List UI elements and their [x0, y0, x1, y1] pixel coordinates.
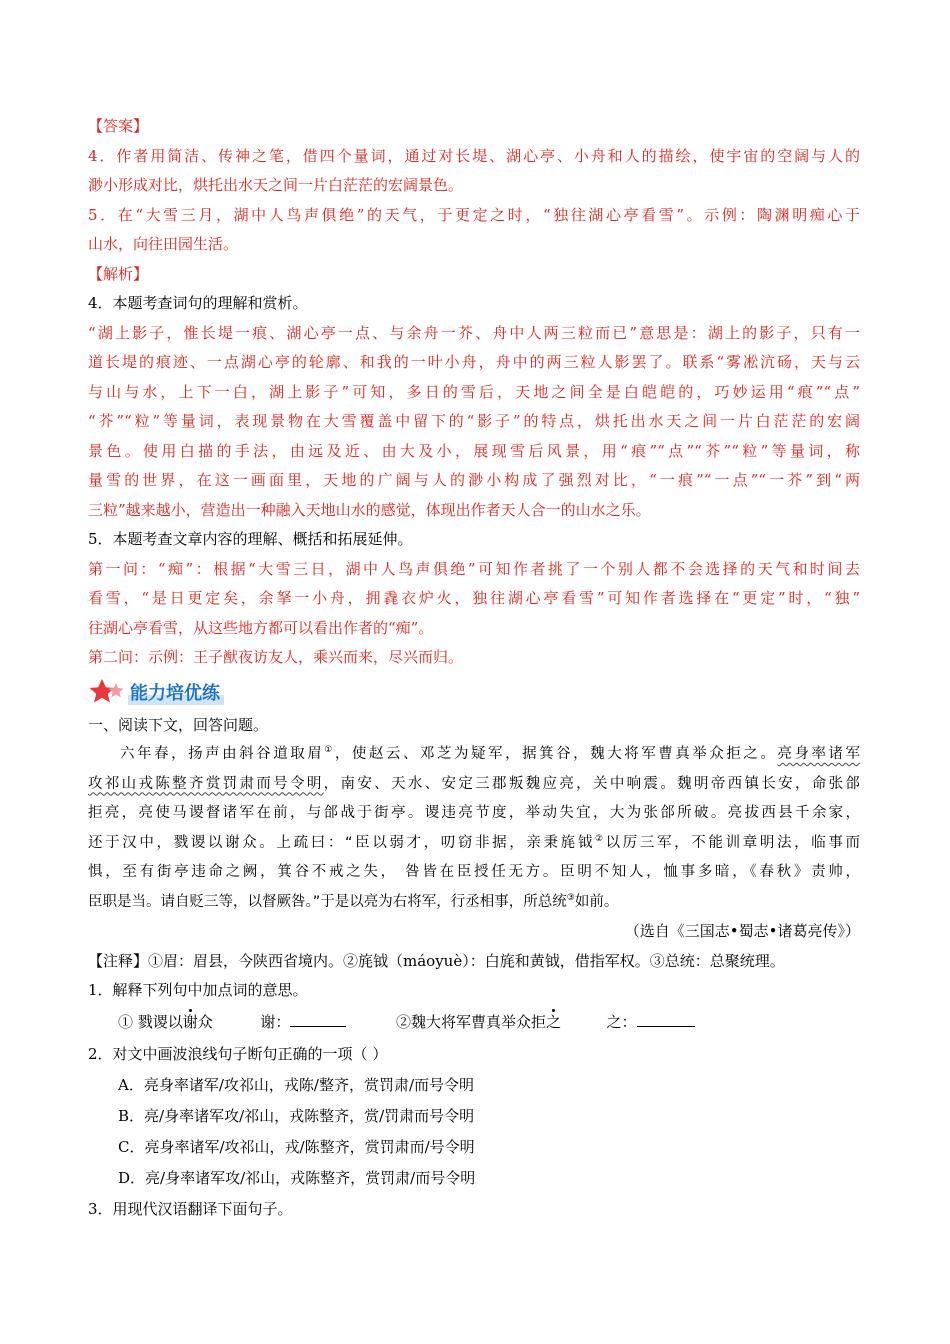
- passage-source: （选自《三国志•蜀志•诸葛亮传》）: [624, 922, 860, 940]
- analysis-4-line: 与山与水，上下一白，湖上影子”可知，多日的雪后，天地之间全是白皑皑的，巧妙运用“痕”“点”: [88, 382, 860, 401]
- passage-line: 惧，至有街亭违命之阙，箕谷不戒之失， 咎皆在臣授任无方。臣明不知人，恤事多暗，《春秋》责帅，: [88, 864, 860, 880]
- star-icon: [88, 677, 128, 707]
- analysis-5-line: 往湖心亭看雪，从这些地方都可以看出作者的“痴”。: [88, 618, 434, 637]
- option-a[interactable]: A．亮身率诸军/攻祁山，戎陈/整齐，赏罚肃/而号令明: [118, 1075, 474, 1094]
- answer-4-line-2: 渺小形成对比，烘托出水天之间一片白茫茫的宏阔景色。: [88, 176, 464, 194]
- analysis-4-line: “湖上影子，惟长堤一痕、湖心亭一点、与余舟一芥、舟中人两三粒而已”意思是：湖上的影子，只有一: [88, 323, 860, 342]
- answer-5-line-1: 5．在“大雪三月，湖中人鸟声俱绝”的天气，于更定之时，“独往湖心亭看雪”。示例：陶渊明痴心于: [88, 205, 860, 224]
- question-1-items: ① 戮谡以谢众 谢： ②魏大将军曹真举众拒之 之：: [88, 1006, 860, 1039]
- analysis-5-line: 看雪，“是日更定矣，余拏一小舟，拥毳衣炉火，独往湖心亭看雪”可知作者选择在“更定”时，“独”: [88, 589, 860, 607]
- question-1-title: 1．解释下列句中加点词的意思。: [88, 981, 308, 999]
- analysis-4-line: “芥”“粒”等量词，表现景物在大雪覆盖中留下的“影子”的特点，烘托出水天之间一片白茫茫的宏阔: [88, 412, 860, 430]
- analysis-5-title: 5．本题考查文章内容的理解、概括和拓展延伸。: [88, 530, 413, 548]
- section-title: 能力培优练: [128, 679, 224, 705]
- analysis-4-line: 景色。使用白描的手法，由远及近、由大及小，展现雪后风景，用“痕”“点”“芥”“粒”等量词，称: [88, 441, 860, 460]
- document-page: [88, 112, 860, 1225]
- analysis-4-line: 量雪的世界，在这一画面里，天地的广阔与人的渺小构成了强烈对比，“一痕”“一点”“一芥”到“两: [88, 471, 860, 489]
- answer-header: 【答案】: [88, 117, 149, 135]
- question-3-title: 3．用现代汉语翻译下面句子。: [88, 1199, 293, 1218]
- option-d[interactable]: D．亮/身率诸军攻/祁山，戎陈整齐，赏罚肃/而号令明: [118, 1168, 476, 1187]
- analysis-4-line: 三粒”越来越小，营造出一种融入天地山水的感觉，体现出作者天人合一的山水之乐。: [88, 500, 651, 519]
- passage-line: 拒亮，亮使马谡督诸军在前，与郃战于街亭。谡违亮节度，举动失宜，大为张郃所破。亮拔西县千余家，: [88, 805, 860, 821]
- notes: 【注释】①眉：眉县，今陕西省境内。②旄钺（máoyuè）：白旄和黄钺，借指军权。③总统：总聚统理。: [88, 951, 785, 970]
- answer-4-line-1: 4．作者用简洁、传神之笔，借四个量词，通过对长堤、湖心亭、小舟和人的描绘，使宇宙的空阔与人的: [88, 146, 860, 165]
- option-b[interactable]: B．亮/身率诸军攻/祁山，戎陈整齐，赏/罚肃而号令明: [118, 1106, 475, 1125]
- passage-line: 攻祁山戎陈整齐赏罚肃而号令明，南安、天水、安定三郡叛魏应亮，关中响震。魏明帝西镇长安，命张郃: [88, 775, 861, 792]
- option-c[interactable]: C．亮身率诸军/攻祁山，戎/陈整齐，赏罚肃而/号令明: [118, 1137, 475, 1156]
- passage-line: 还于汉中，戮谡以谢众。上疏曰：“臣以弱才，叨窃非据，亲秉旄钺②以厉三军，不能训章明法，临事而: [88, 833, 860, 851]
- passage-line: 臣职是当。请自贬三等，以督厥咎。”于是以亮为右将军，行丞相事，所总统③如前。: [88, 892, 619, 910]
- analysis-header: 【解析】: [88, 264, 149, 283]
- analysis-4-line: 道长堤的痕迹、一点湖心亭的轮廓、和我的一叶小舟，舟中的两三粒人影罢了。联系“雾凇沆砀，天与云: [88, 353, 860, 371]
- question-intro: 一、阅读下文，回答问题。: [88, 715, 269, 734]
- answer-blank[interactable]: [637, 1012, 695, 1027]
- section-heading: [88, 675, 860, 709]
- classical-passage: [88, 740, 860, 917]
- answer-blank[interactable]: [290, 1012, 346, 1027]
- answer-5-line-2: 山水，向往田园生活。: [88, 235, 239, 253]
- passage-line: 六年春，扬声由斜谷道取眉①，使赵云、邓芝为疑军，据箕谷，魏大将军曹真举众拒之。亮身率诸军: [120, 745, 861, 762]
- analysis-4-title: 4．本题考查词句的理解和赏析。: [88, 294, 308, 312]
- question-2-title: 2．对文中画波浪线句子断句正确的一项（ ）: [88, 1044, 388, 1063]
- analysis-5-line: 第二问：示例：王子猷夜访友人，乘兴而来，尽兴而归。: [88, 648, 464, 666]
- analysis-5-line: 第一问：“痴”：根据“大雪三日，湖中人鸟声俱绝”可知作者挑了一个别人都不会选择的天气和时间去: [88, 559, 860, 578]
